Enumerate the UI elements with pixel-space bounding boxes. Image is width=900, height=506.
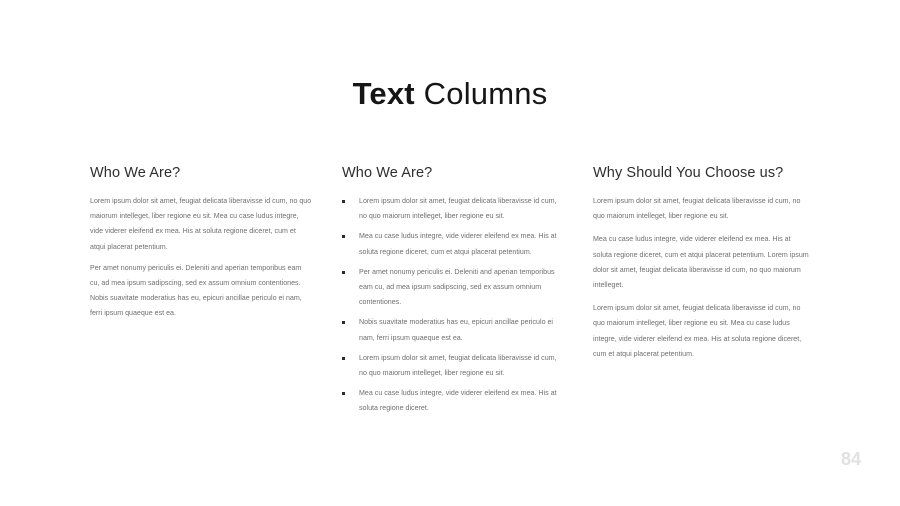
bullet-icon (342, 357, 345, 360)
bullet-item (342, 351, 564, 381)
bullet-icon (342, 321, 345, 324)
bullet-list (342, 194, 564, 417)
bullet-item (342, 315, 564, 345)
column-middle (342, 163, 564, 422)
column-right (593, 163, 811, 370)
column-paragraph: Lorem ipsum dolor sit amet, feugiat delicata liberavisse id cum, no quo maiorum intelleget, liber regione eu sit. Mea cu case ludus integre, vide viderer eleifend ex mea. His at soluta regione diceret, cum et atqui placerat petentium. (593, 304, 802, 358)
slide-title-bold: Text (352, 76, 415, 111)
column-heading: Who We Are? (342, 165, 433, 181)
slide-title-regular: Columns (423, 76, 548, 111)
bullet-text: Lorem ipsum dolor sit amet, feugiat delicata liberavisse id cum, no quo maiorum intelleget, liber regione eu sit. (359, 197, 557, 221)
page-number: 84 (840, 449, 861, 469)
column-heading: Why Should You Choose us? (593, 165, 784, 181)
bullet-icon (342, 271, 345, 274)
column-left (90, 163, 312, 328)
column-paragraph: Per amet nonumy periculis ei. Deleniti and aperian temporibus eam cu, ad mea ipsum sadipscing, sed ex assum omnium contentiones. Nobis suavitate moderatius has eu, epicuri ancillae periculo ei nam, ferri ipsum quaeque est ea. (90, 263, 302, 318)
slide-title (0, 72, 900, 116)
column-heading: Who We Are? (90, 165, 181, 181)
bullet-item (342, 386, 564, 416)
bullet-icon (342, 200, 345, 203)
column-paragraph: Mea cu case ludus integre, vide viderer eleifend ex mea. His at soluta regione diceret, cum et atqui placerat petentium. Lorem ipsum dolor sit amet, feugiat delicata liberavisse id cum, no quo maiorum intelleget. (593, 235, 809, 290)
bullet-item (342, 265, 564, 311)
column-paragraph: Lorem ipsum dolor sit amet, feugiat delicata liberavisse id cum, no quo maiorum intelleget, liber regione eu sit. Mea cu case ludus integre, vide viderer eleifend ex mea. His at soluta regione diceret, cum et atqui placerat petentium. (90, 197, 312, 251)
bullet-text: Mea cu case ludus integre, vide viderer eleifend ex mea. His at soluta regione diceret. (359, 389, 557, 413)
bullet-icon (342, 235, 345, 238)
column-paragraph: Lorem ipsum dolor sit amet, feugiat delicata liberavisse id cum, no quo maiorum intelleget, liber regione eu sit. (593, 197, 801, 221)
bullet-item (342, 229, 564, 259)
bullet-icon (342, 392, 345, 395)
bullet-item (342, 194, 564, 224)
bullet-text: Mea cu case ludus integre, vide viderer eleifend ex mea. His at soluta regione diceret, cum et atqui placerat petentium. (359, 232, 557, 256)
bullet-text: Per amet nonumy periculis ei. Deleniti and aperian temporibus eam cu, ad mea ipsum sadipscing, sed ex assum omnium contentiones. (359, 267, 555, 307)
bullet-text: Lorem ipsum dolor sit amet, feugiat delicata liberavisse id cum, no quo maiorum intelleget, liber regione eu sit. (359, 353, 557, 378)
bullet-text: Nobis suavitate moderatius has eu, epicuri ancillae periculo ei nam, ferri ipsum quaeque est ea. (359, 318, 554, 342)
